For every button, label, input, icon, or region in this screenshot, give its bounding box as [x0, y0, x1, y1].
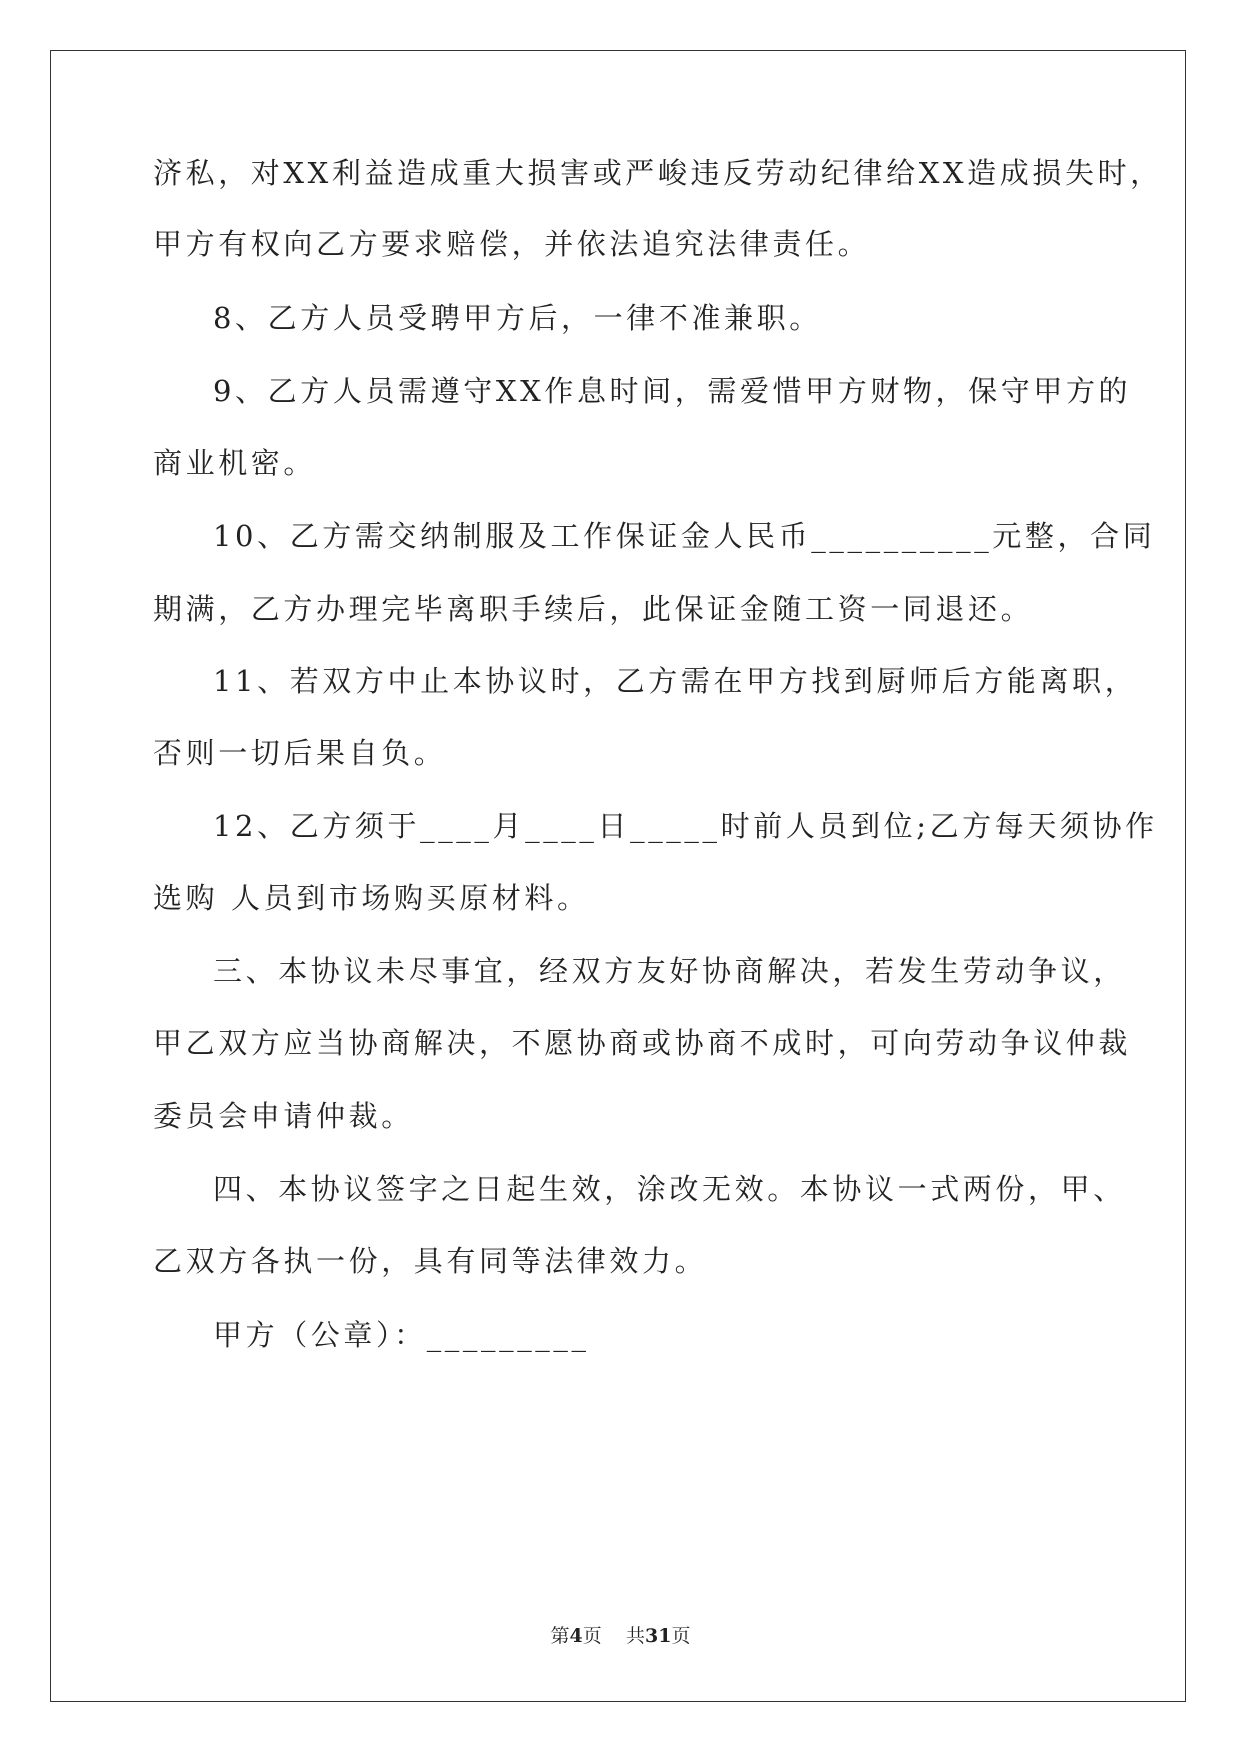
text-line: 济私，对XX利益造成重大损害或严峻违反劳动纪律给XX造成损失时，: [153, 156, 1163, 190]
text-line: 选购 人员到市场购买原材料。: [153, 881, 590, 915]
text-line: 商业机密。: [153, 446, 317, 480]
page-suffix: 页: [582, 1625, 602, 1647]
text-line: 甲乙双方应当协商解决，不愿协商或协商不成时，可向劳动争议仲裁: [153, 1026, 1132, 1060]
text-line: 期满，乙方办理完毕离职手续后，此保证金随工资一同退还。: [153, 592, 1034, 626]
page-number: 4: [569, 1625, 583, 1647]
page-footer: [0, 1624, 1241, 1648]
text-line: 12、乙方须于____月____日_____时前人员到位;乙方每天须协作: [213, 809, 1158, 843]
text-line: 三、本协议未尽事宜，经双方友好协商解决，若发生劳动争议，: [213, 954, 1126, 988]
text-line: 11、若双方中止本协议时，乙方需在甲方找到厨师后方能离职，: [213, 664, 1138, 698]
text-line: 乙双方各执一份，具有同等法律效力。: [153, 1244, 708, 1278]
total-pages: 31: [644, 1625, 672, 1647]
page-border: [50, 50, 1186, 1702]
total-suffix: 页: [671, 1625, 691, 1647]
text-line: 9、乙方人员需遵守XX作息时间，需爱惜甲方财物，保守甲方的: [213, 374, 1132, 408]
text-line: 8、乙方人员受聘甲方后，一律不准兼职。: [213, 301, 822, 335]
text-line: 甲方有权向乙方要求赔偿，并依法追究法律责任。: [153, 227, 871, 261]
total-prefix: 共: [625, 1625, 645, 1647]
signature-line: 甲方（公章）：_________: [213, 1318, 590, 1352]
text-line: 委员会申请仲裁。: [153, 1099, 414, 1133]
text-line: 10、乙方需交纳制服及工作保证金人民币__________元整，合同: [213, 519, 1156, 553]
text-line: 否则一切后果自负。: [153, 736, 447, 770]
text-line: 四、本协议签字之日起生效，涂改无效。本协议一式两份，甲、: [213, 1172, 1126, 1206]
page-prefix: 第: [550, 1625, 570, 1647]
